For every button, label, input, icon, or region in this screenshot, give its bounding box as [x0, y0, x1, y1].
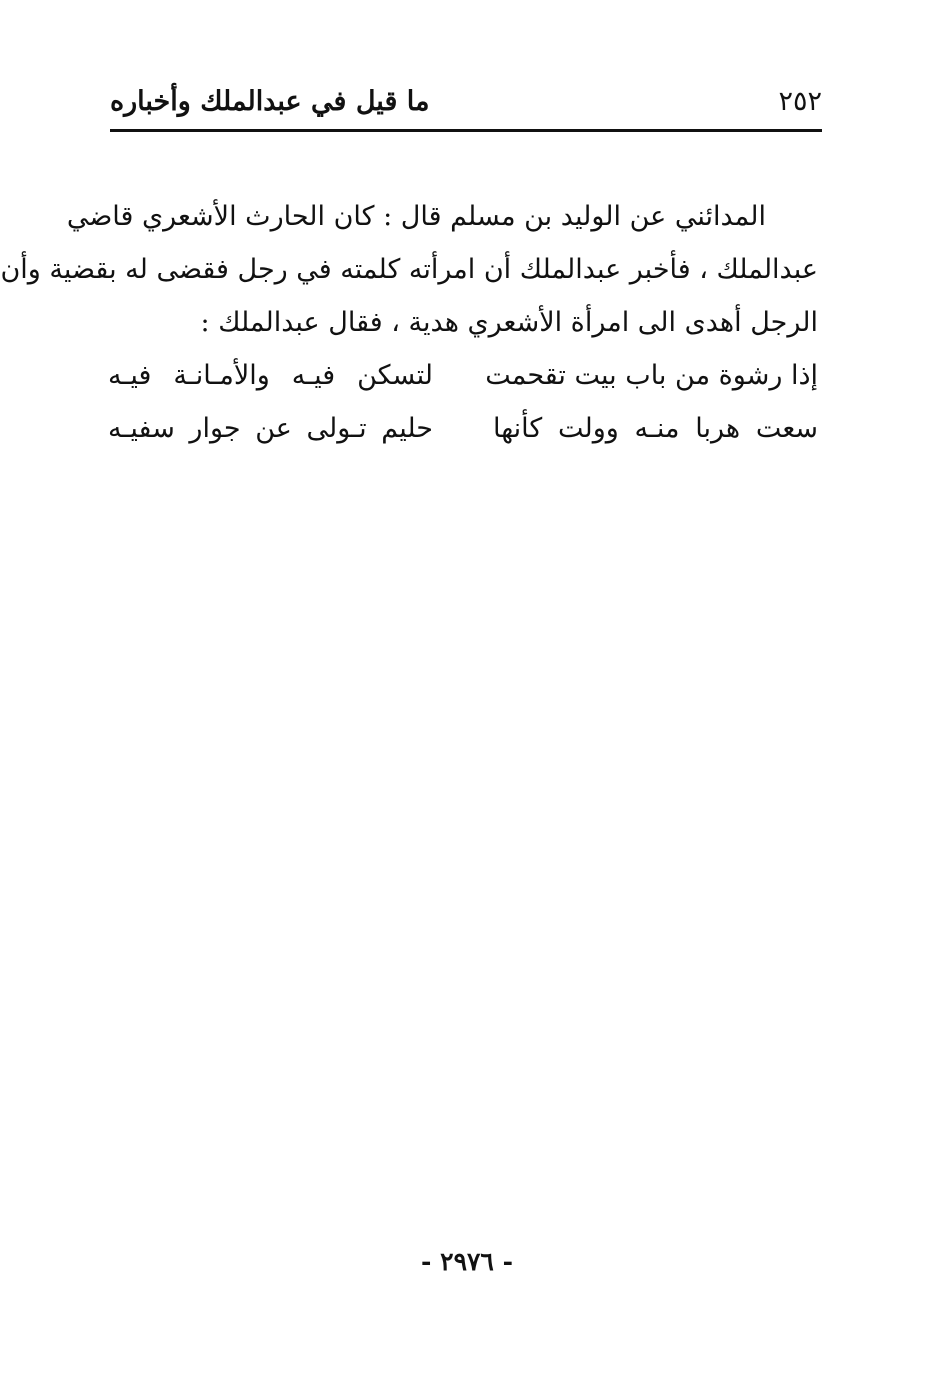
- verse-first-hemistich: سعت هربا منـه وولت كأنها: [493, 413, 818, 444]
- verse-line: [108, 349, 818, 402]
- section-title: ما قيل في عبدالملك وأخباره: [110, 86, 430, 117]
- verse-line: [108, 402, 818, 455]
- verse-second-hemistich: حليم تـولى عن جوار سفيـه: [108, 413, 433, 444]
- running-header: [110, 80, 822, 130]
- header-rule: [110, 129, 822, 132]
- prose-line: الرجل أهدى الى امرأة الأشعري هدية ، فقال عبدالملك :: [200, 307, 818, 338]
- prose-line: المدائني عن الوليد بن مسلم قال : كان الحارث الأشعري قاضي: [66, 201, 766, 232]
- verse-first-hemistich: إذا رشوة من باب بيت تقحمت: [485, 360, 818, 391]
- page-number: - ٢٩٧٦ -: [421, 1247, 513, 1276]
- section-number: ٢٥٢: [778, 86, 822, 117]
- verse-second-hemistich: لتسكن فيـه والأمـانـة فيـه: [108, 360, 433, 391]
- prose-line: عبدالملك ، فأخبر عبدالملك أن امرأته كلمته في رجل فقضى له بقضية وأن: [0, 254, 818, 285]
- page-body: [0, 190, 818, 455]
